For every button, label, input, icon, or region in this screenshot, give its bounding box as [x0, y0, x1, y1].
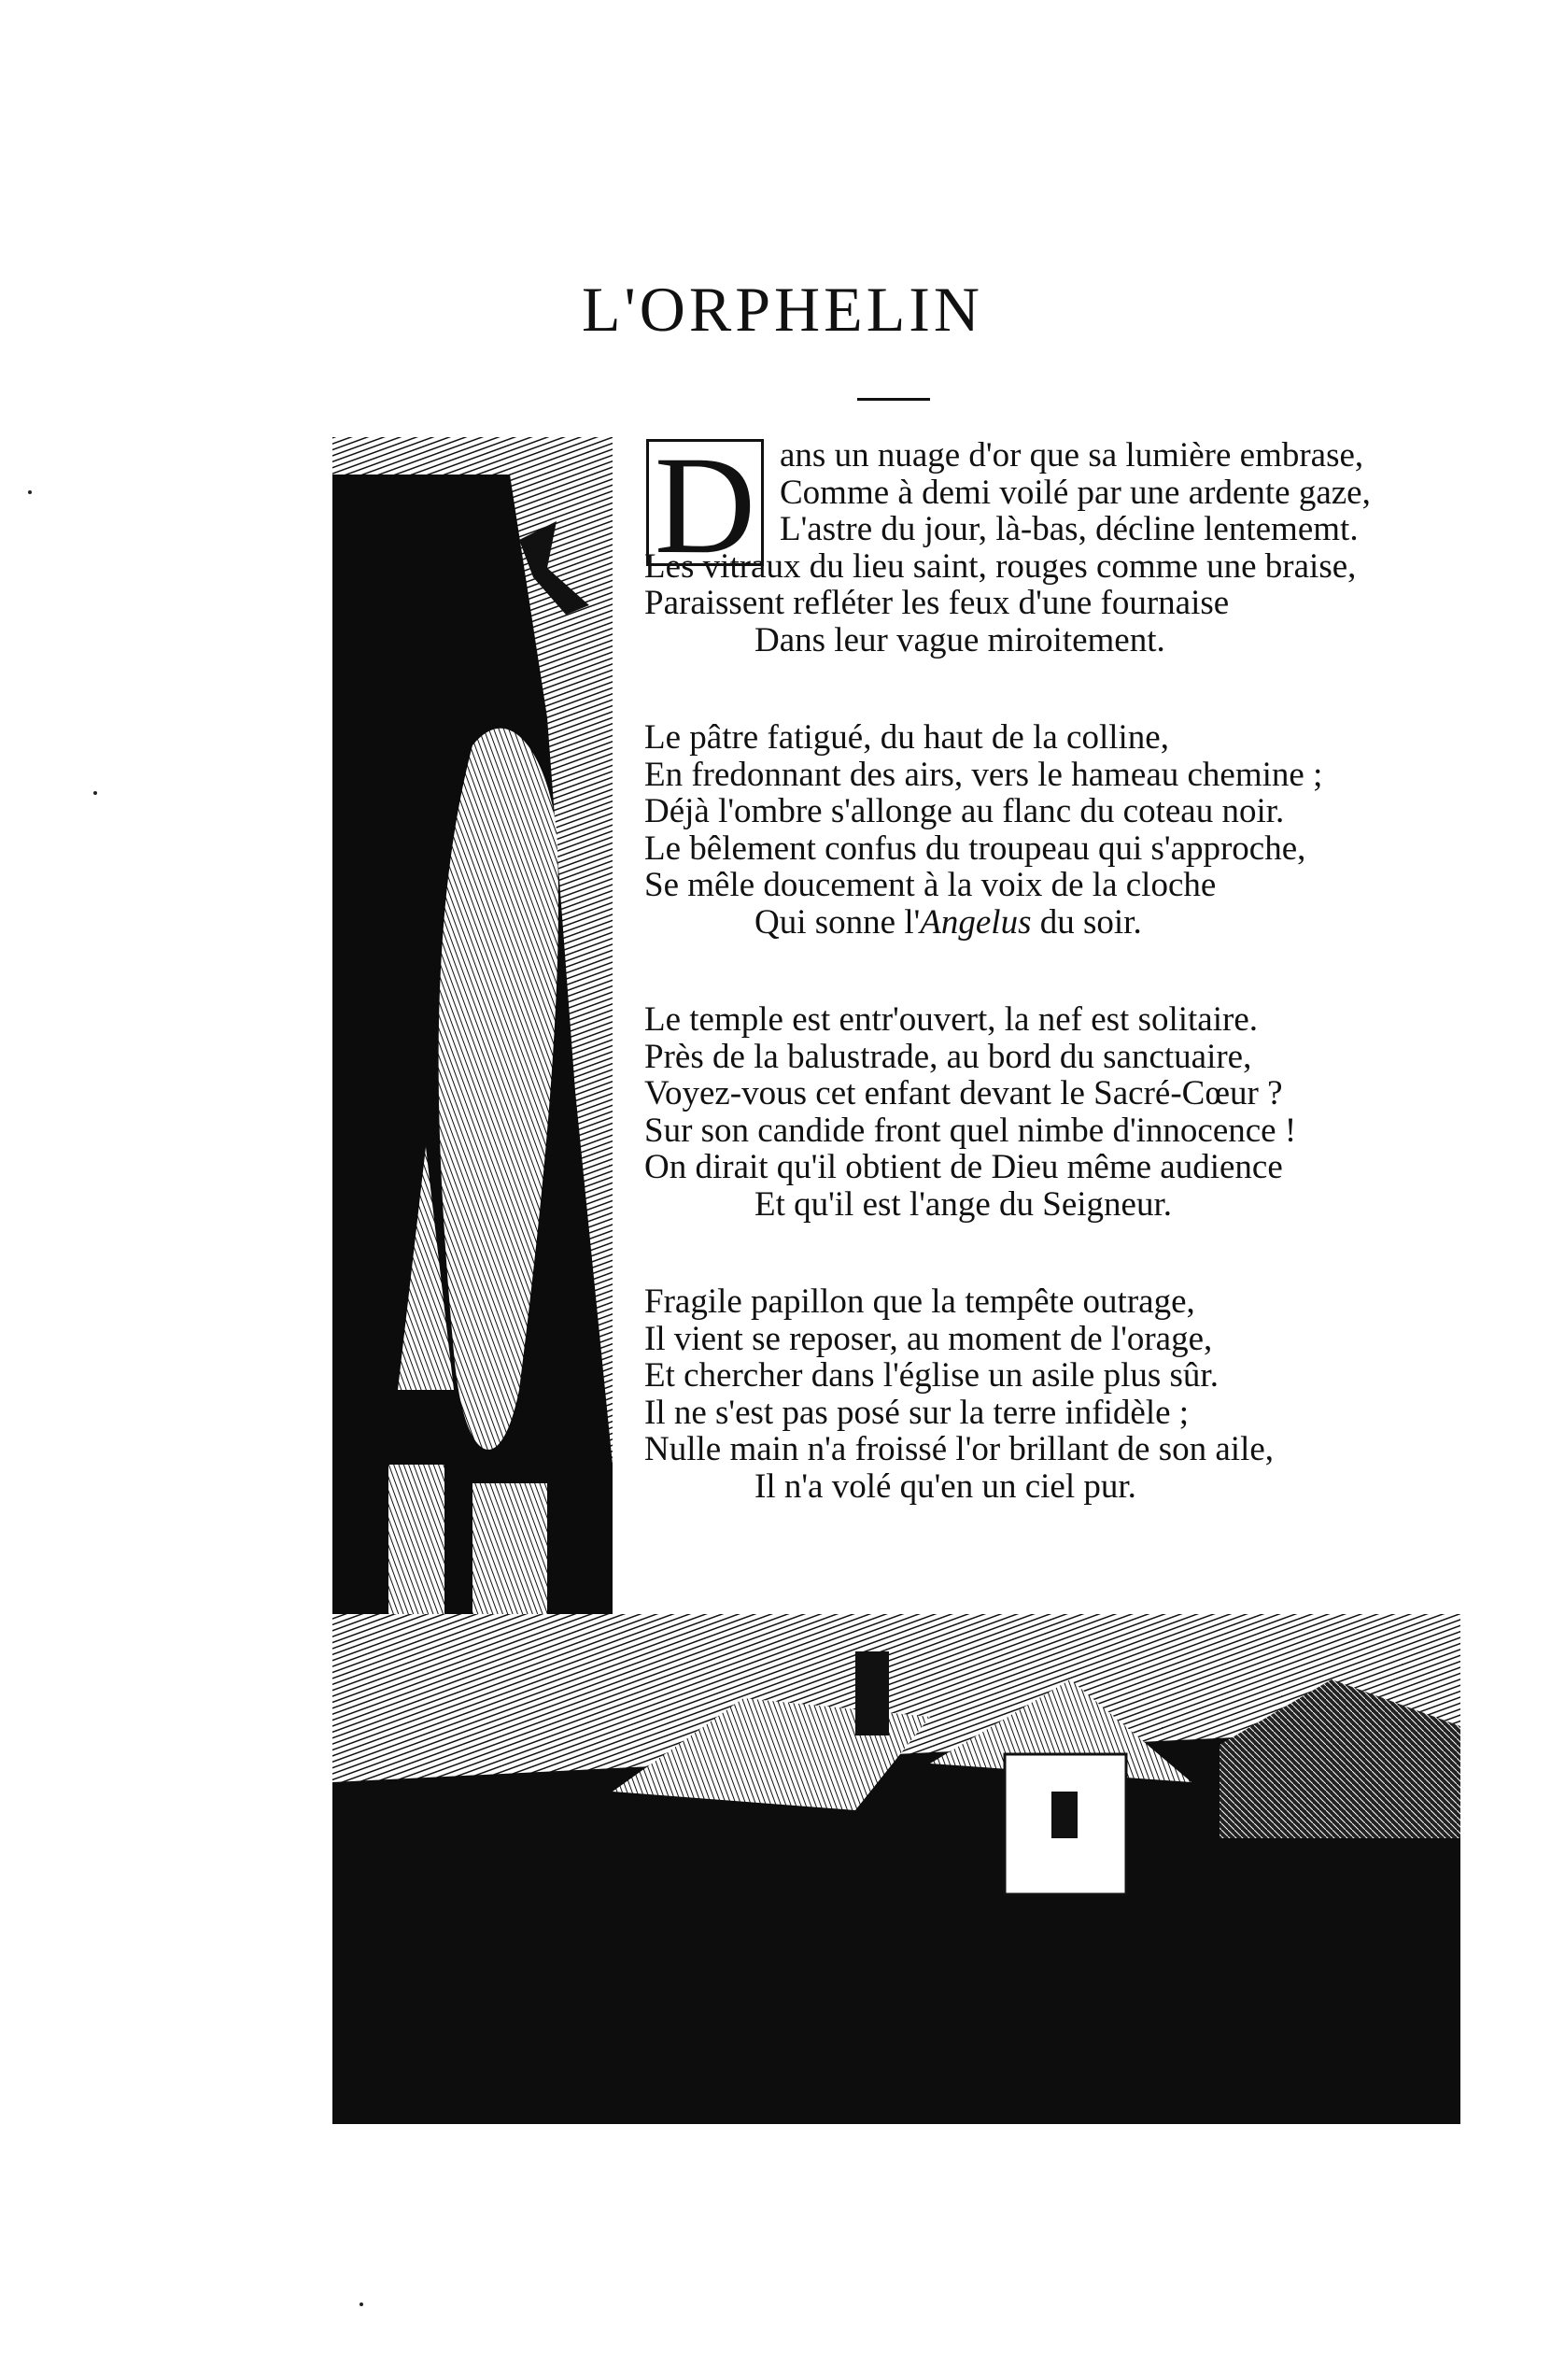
verse-line: Nulle main n'a froissé l'or brillant de son aile,	[644, 1430, 1275, 1468]
verse-line: Le bêlement confus du troupeau qui s'approche,	[644, 829, 1306, 868]
verse-line: En fredonnant des airs, vers le hameau chemine ;	[644, 755, 1323, 794]
verse-line: Paraissent refléter les feux d'une fournaise	[644, 584, 1230, 622]
stanza-3	[644, 1001, 1513, 1223]
verse-line: Comme à demi voilé par une ardente gaze,	[780, 473, 1371, 512]
verse-line: Et chercher dans l'église un asile plus sûr.	[644, 1356, 1219, 1395]
verse-line: Dans leur vague miroitement.	[754, 620, 1165, 659]
title-rule	[857, 398, 930, 401]
verse-line: Les vitraux du lieu saint, rouges comme une braise,	[644, 546, 1357, 586]
verse-line: Déjà l'ombre s'allonge au flanc du coteau noir.	[644, 792, 1285, 830]
stanza-2	[644, 719, 1513, 941]
page-title: L'ORPHELIN	[581, 274, 983, 345]
verse-line: Il ne s'est pas posé sur la terre infidèle ;	[644, 1393, 1190, 1432]
verse-line: Et qu'il est l'ange du Seigneur.	[754, 1184, 1172, 1224]
verse-italic: Angelus	[920, 902, 1032, 942]
verse-line: Sur son candide front quel nimbe d'innocence !	[644, 1111, 1297, 1150]
speck	[360, 2302, 363, 2306]
verse-line: Voyez-vous cet enfant devant le Sacré-Cœur ?	[644, 1074, 1283, 1112]
drop-cap: D	[646, 439, 764, 566]
verse-line: L'astre du jour, là-bas, décline lentememt.	[780, 510, 1359, 548]
verse-line: Se mêle doucement à la voix de la cloche	[644, 866, 1217, 904]
stanza-4	[644, 1283, 1513, 1505]
verse-line: Le temple est entr'ouvert, la nef est solitaire.	[644, 1000, 1259, 1039]
verse-line: Il vient se reposer, au moment de l'orage,	[644, 1319, 1213, 1358]
verse-fragment: du soir.	[1031, 902, 1142, 942]
verse-line: Près de la balustrade, au bord du sanctuaire,	[644, 1037, 1252, 1076]
stanza-1	[644, 437, 1513, 659]
verse-fragment: Qui sonne l'	[754, 902, 921, 942]
verse-line: ans un nuage d'or que sa lumière embrase,	[780, 436, 1364, 475]
verse-line: Le pâtre fatigué, du haut de la colline,	[644, 718, 1169, 757]
verse-line	[644, 904, 1513, 942]
speck	[28, 490, 32, 494]
poem-body	[644, 437, 1513, 1565]
verse-line: On dirait qu'il obtient de Dieu même audience	[644, 1148, 1283, 1186]
verse-line: Il n'a volé qu'en un ciel pur.	[754, 1466, 1136, 1506]
verse-line: Fragile papillon que la tempête outrage,	[644, 1282, 1195, 1321]
speck	[93, 791, 97, 795]
